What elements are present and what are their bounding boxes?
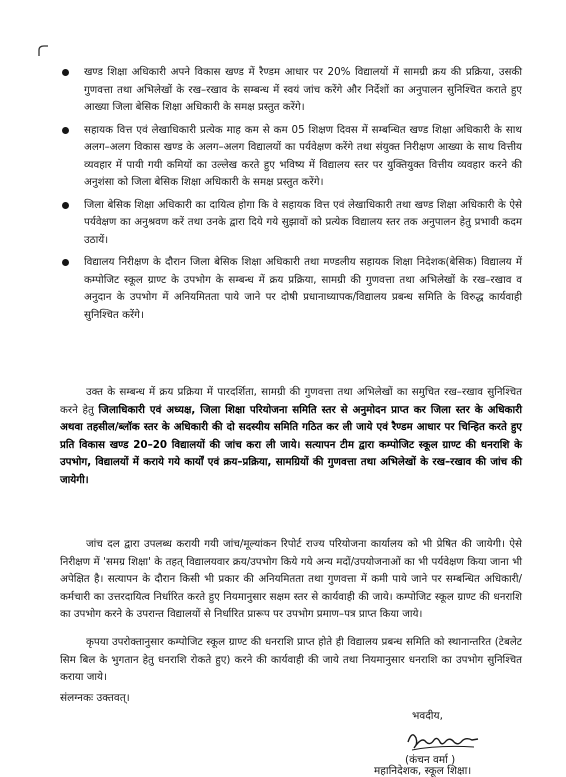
bullet-list xyxy=(60,64,522,329)
bullet-icon xyxy=(62,69,69,76)
signer-name: (कंचन वर्मा ) xyxy=(405,754,456,766)
bullet-icon xyxy=(62,259,69,266)
paragraph-request xyxy=(60,634,522,687)
paragraph-lead: उक्त के सम्बन्ध में क्रय प्रक्रिया में पारदर्शिता, सामग्री की गुणवत्ता तथा अभिलेखों का समुचित रख–रखाव सुनिश्चित करने हेतु xyxy=(60,386,522,416)
bullet-icon xyxy=(62,127,69,134)
bullet-icon xyxy=(62,202,69,209)
corner-mark-icon xyxy=(36,44,50,58)
bullet-text: विद्यालय निरीक्षण के दौरान जिला बेसिक शिक्षा अधिकारी तथा मण्डलीय सहायक शिक्षा निदेशक(बेसिक) विद्यालय में कम्पोजिट स्कूल ग्राण्ट के उपभोग के सम्बन्ध में क्रय प्रक्रिया, सामग्री की गुणवत्ता तथा अभिलेखों के रख–रखाव व अनुदान के उपभोग में अनियमितता पाये जाने पर दोषी प्रधानाध्यापक/विद्यालय प्रबन्ध समिति के विरुद्ध कार्यवाही सुनिश्चित करेंगे। xyxy=(84,256,522,321)
bullet-text: जिला बेसिक शिक्षा अधिकारी का दायित्व होगा कि वे सहायक वित्त एवं लेखाधिकारी तथा खण्ड शिक्षा अधिकारी के ऐसे पर्यवेक्षण का अनुश्रवण करें तथा उनके द्वारा दिये गये सुझावों को प्रत्येक विद्यालय स्तर तक अनुपालन हेतु प्रभावी कदम उठायें। xyxy=(84,198,522,246)
salutation: भवदीय, xyxy=(412,710,443,722)
paragraph-committee xyxy=(60,384,522,489)
paragraph-report xyxy=(60,536,522,624)
enclosure-note: संलग्नकः उक्तवत्। xyxy=(60,692,130,704)
list-item xyxy=(60,197,522,250)
list-item xyxy=(60,64,522,117)
bullet-text: खण्ड शिक्षा अधिकारी अपने विकास खण्ड में रैण्डम आधार पर 20% विद्यालयों में सामग्री क्रय की प्रक्रिया, उसकी गुणवत्ता तथा अभिलेखों के रख–रखाव के सम्बन्ध में स्वयं जांच करेंगे और निर्देशों का अनुपालन सुनिश्चित कराते हुए आख्या जिला बेसिक शिक्षा अधिकारी के समक्ष प्रस्तुत करेंगे। xyxy=(84,66,522,113)
paragraph-text: जांच दल द्वारा उपलब्ध करायी गयी जांच/मूल्यांकन रिपोर्ट राज्य परियोजना कार्यालय को भी प्रेषित की जायेगी। ऐसे निरीक्षण में 'समग्र शिक्षा' के तहत् विद्यालयवार क्रय/उपभोग किये गये अन्य मदों/उपयोजनाओं का भी पर्यवेक्षण किया जाना भी अपेक्षित है। सत्यापन के दौरान किसी भी प्रकार की अनियमितता तथा गुणवत्ता में कमी पाये जाने पर सम्बन्धित अधिकारी/कर्मचारी का उत्तरदायित्व निर्धारित करते हुए नियमानुसार सक्षम स्तर से कार्यवाही की जाये। कम्पोजिट स्कूल ग्राण्ट की धनराशि का उपभोग करने के उपरान्त विद्यालयों से निर्धारित प्रारूप पर उपभोग प्रमाण–पत्र प्राप्त किया जाये। xyxy=(60,538,522,620)
paragraph-text: कृपया उपरोक्तानुसार कम्पोजिट स्कूल ग्राण्ट की धनराशि प्राप्त होते ही विद्यालय प्रबन्ध समिति को स्थानान्तरित (टेबलेट सिम बिल के भुगतान हेतु धनराशि रोकते हुए) करने की कार्यवाही की जाये तथा नियमानुसार धनराशि का उपभोग सुनिश्चित कराया जाये। xyxy=(60,636,522,683)
list-item xyxy=(60,254,522,324)
bullet-text: सहायक वित्त एवं लेखाधिकारी प्रत्येक माह कम से कम 05 शिक्षण दिवस में सम्बन्धित खण्ड शिक्षा अधिकारी के साथ अलग–अलग विकास खण्ड के अलग–अलग विद्यालयों का पर्यवेक्षण करेंगे तथा संयुक्त निरीक्षण आख्या के साथ वित्तीय व्यवहार में पायी गयी कमियों का उल्लेख करते हुए भविष्य में विद्यालय स्तर पर युक्तियुक्त वित्तीय व्यवहार करने की अनुशंसा को जिला बेसिक शिक्षा अधिकारी के समक्ष प्रस्तुत करेंगे। xyxy=(84,123,522,188)
signature-icon xyxy=(404,728,482,754)
list-item xyxy=(60,122,522,192)
signer-designation: महानिदेशक, स्कूल शिक्षा। xyxy=(374,765,472,777)
paragraph-bold: जिलाधिकारी एवं अध्यक्ष, जिला शिक्षा परियोजना समिति स्तर से अनुमोदन प्राप्त कर जिला स्तर के अधिकारी अथवा तहसील/ब्लॉक स्तर के अधिकारी की दो सदस्यीय समिति गठित कर ली जाये एवं रैण्डम आधार पर चिन्हित करते हुए प्रति विकास खण्ड 20–20 विद्यालयों की जांच करा ली जाये। सत्यापन टीम द्वारा कम्पोजिट स्कूल ग्राण्ट की धनराशि के उपभोग, विद्यालयों में कराये गये कार्यों एवं क्रय–प्रक्रिया, सामग्रियों की गुणवत्ता तथा अभिलेखों के रख–रखाव की जांच की जायेगी। xyxy=(60,403,523,486)
